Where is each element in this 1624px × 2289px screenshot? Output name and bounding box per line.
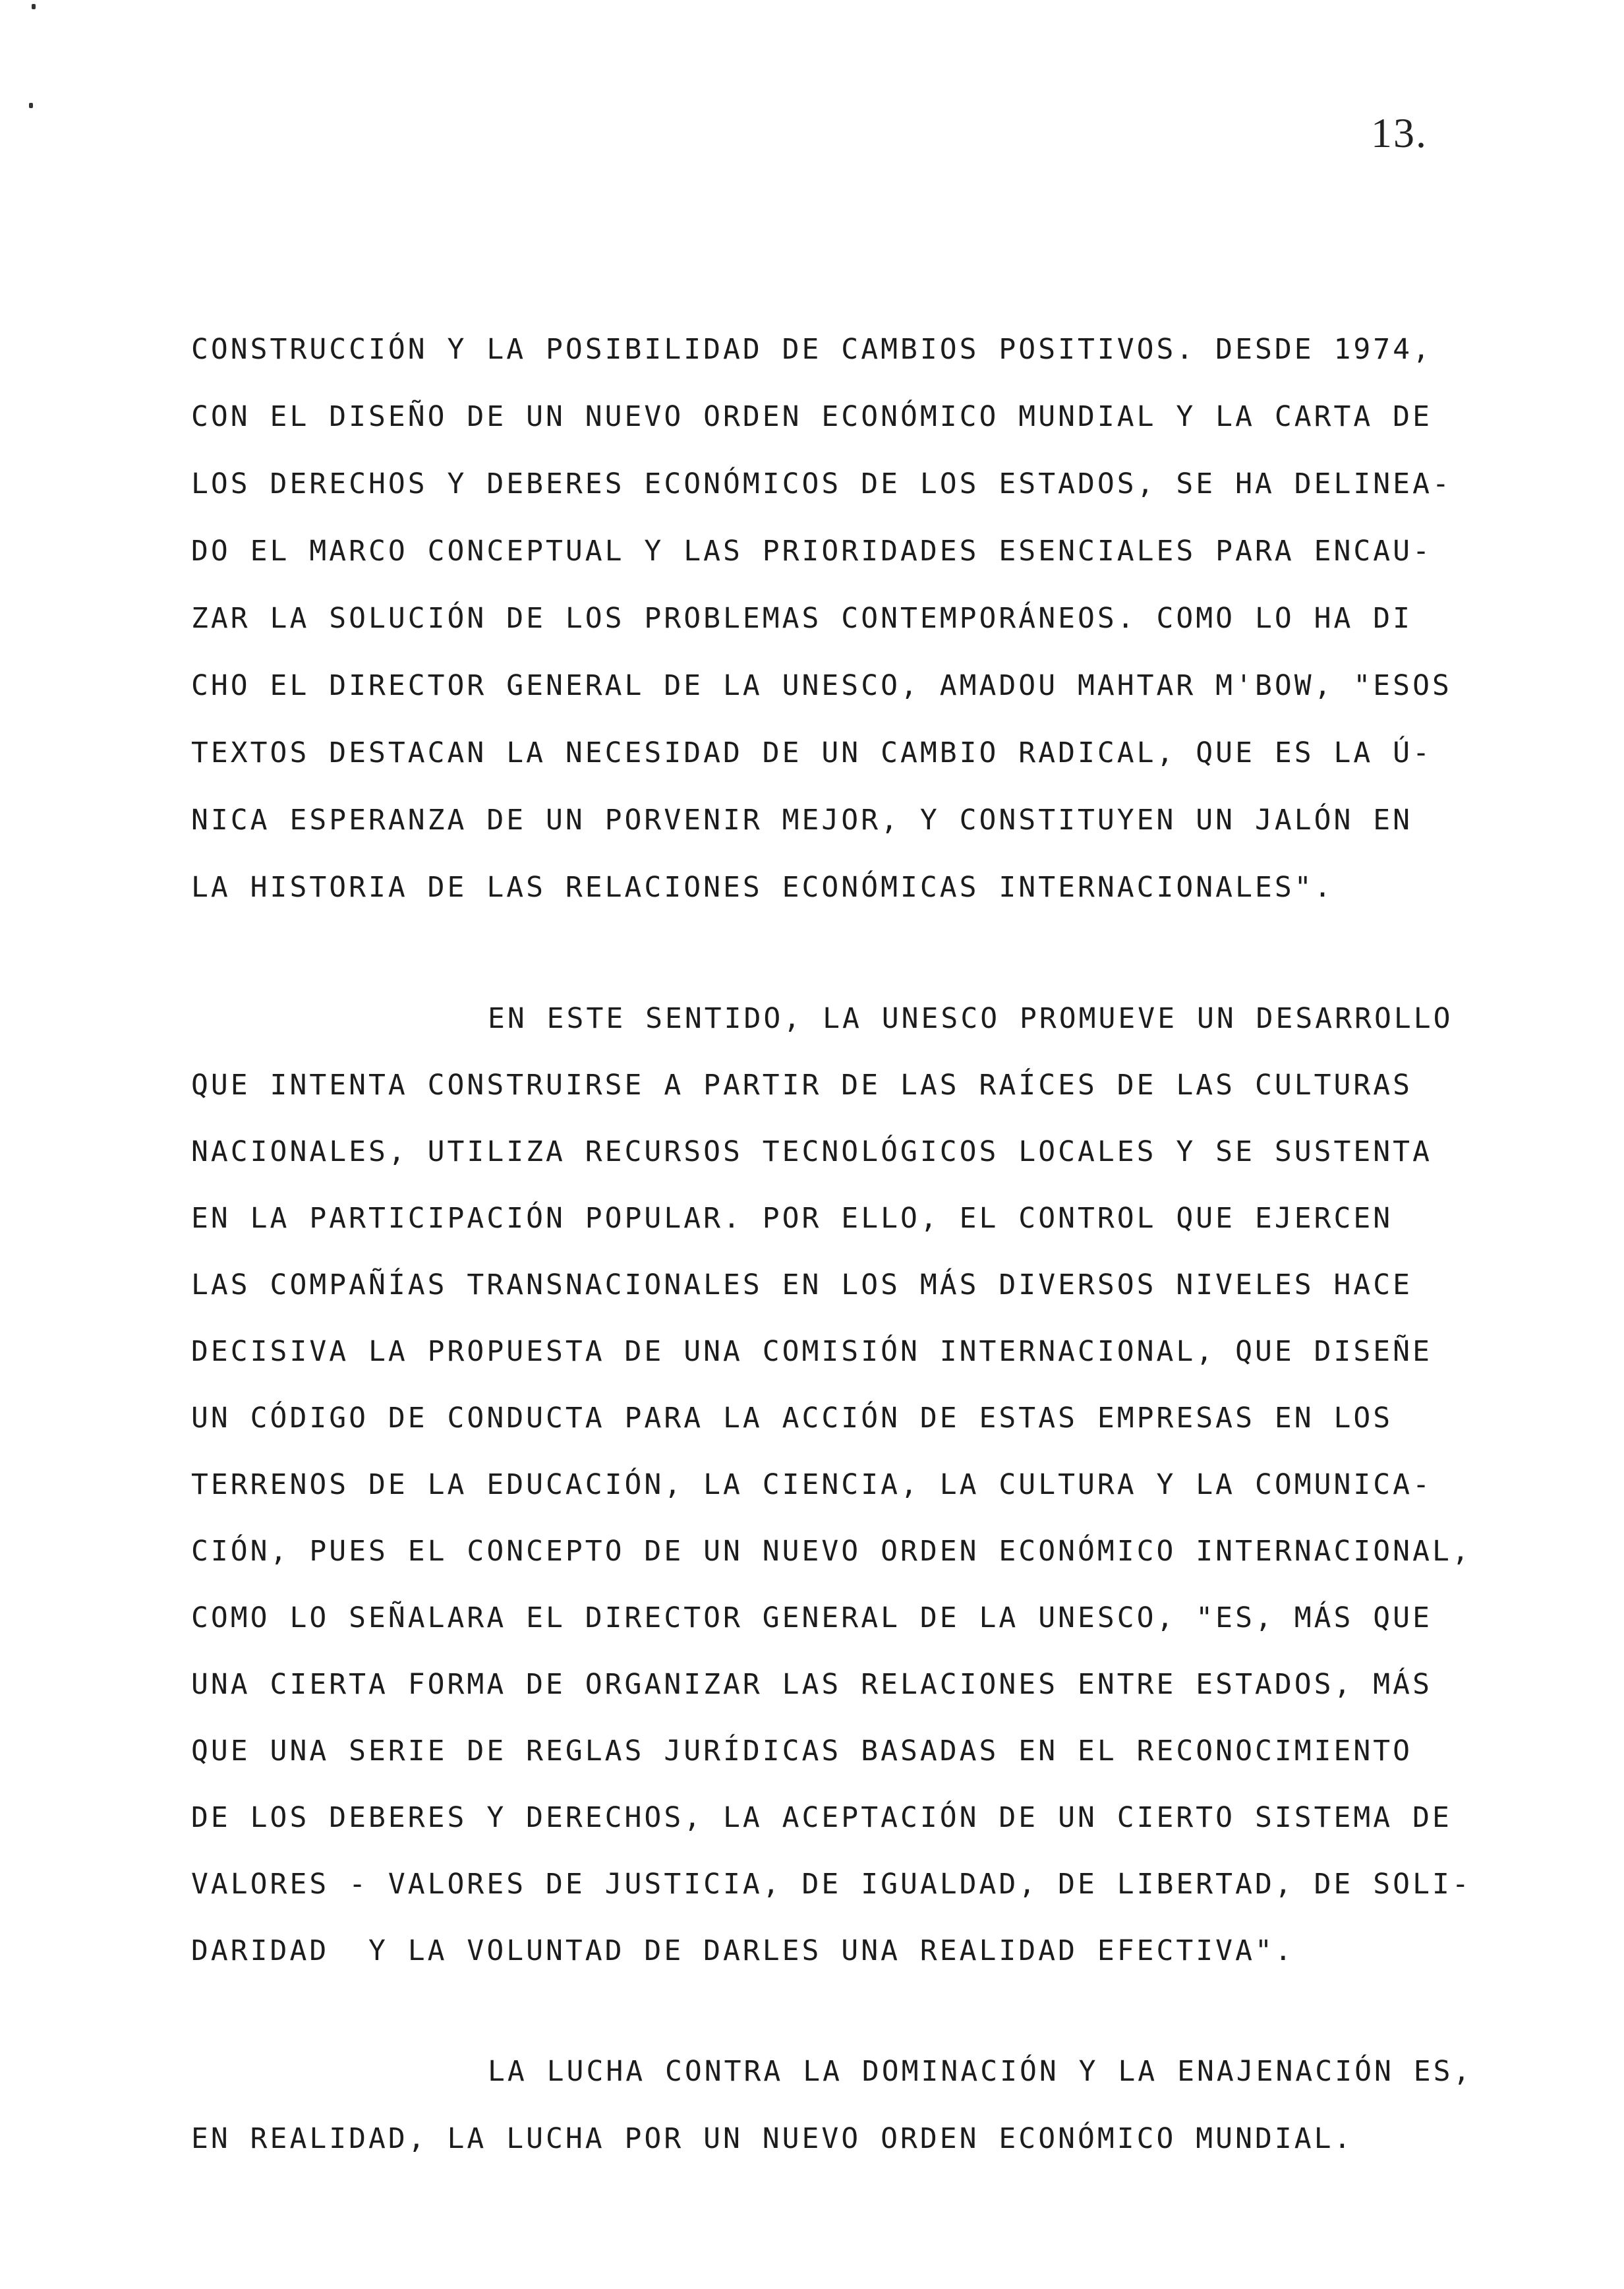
text-line: CON EL DISEÑO DE UN NUEVO ORDEN ECONÓMICO MUNDIAL Y LA CARTA DE bbox=[191, 400, 1432, 433]
page-number: 13. bbox=[1371, 109, 1428, 156]
text-line: LA LUCHA CONTRA LA DOMINACIÓN Y LA ENAJENACIÓN ES, bbox=[488, 2055, 1473, 2088]
text-line: UN CÓDIGO DE CONDUCTA PARA LA ACCIÓN DE ESTAS EMPRESAS EN LOS bbox=[191, 1402, 1393, 1435]
text-line: EN REALIDAD, LA LUCHA POR UN NUEVO ORDEN ECONÓMICO MUNDIAL. bbox=[191, 2122, 1354, 2155]
text-line: CONSTRUCCIÓN Y LA POSIBILIDAD DE CAMBIOS POSITIVOS. DESDE 1974, bbox=[191, 333, 1432, 366]
text-line: DO EL MARCO CONCEPTUAL Y LAS PRIORIDADES ESENCIALES PARA ENCAU- bbox=[191, 535, 1432, 568]
text-line: VALORES - VALORES DE JUSTICIA, DE IGUALDAD, DE LIBERTAD, DE SOLI- bbox=[191, 1868, 1472, 1901]
text-line: NICA ESPERANZA DE UN PORVENIR MEJOR, Y CONSTITUYEN UN JALÓN EN bbox=[191, 804, 1413, 837]
text-line: EN ESTE SENTIDO, LA UNESCO PROMUEVE UN DESARROLLO bbox=[488, 1002, 1453, 1035]
text-line: DE LOS DEBERES Y DERECHOS, LA ACEPTACIÓN DE UN CIERTO SISTEMA DE bbox=[191, 1801, 1452, 1834]
text-line: LOS DERECHOS Y DEBERES ECONÓMICOS DE LOS ESTADOS, SE HA DELINEA- bbox=[191, 467, 1452, 500]
text-line: TERRENOS DE LA EDUCACIÓN, LA CIENCIA, LA CULTURA Y LA COMUNICA- bbox=[191, 1468, 1432, 1501]
text-line: LA HISTORIA DE LAS RELACIONES ECONÓMICAS INTERNACIONALES". bbox=[191, 871, 1334, 904]
scan-speck bbox=[32, 4, 36, 9]
text-line: DARIDAD Y LA VOLUNTAD DE DARLES UNA REALIDAD EFECTIVA". bbox=[191, 1934, 1294, 1967]
text-line: COMO LO SEÑALARA EL DIRECTOR GENERAL DE LA UNESCO, "ES, MÁS QUE bbox=[191, 1601, 1432, 1634]
text-line: NACIONALES, UTILIZA RECURSOS TECNOLÓGICOS LOCALES Y SE SUSTENTA bbox=[191, 1135, 1432, 1168]
text-line: CHO EL DIRECTOR GENERAL DE LA UNESCO, AMADOU MAHTAR M'BOW, "ESOS bbox=[191, 669, 1452, 702]
text-line: QUE INTENTA CONSTRUIRSE A PARTIR DE LAS RAÍCES DE LAS CULTURAS bbox=[191, 1069, 1413, 1102]
text-line: TEXTOS DESTACAN LA NECESIDAD DE UN CAMBIO RADICAL, QUE ES LA Ú- bbox=[191, 736, 1432, 769]
text-line: LAS COMPAÑÍAS TRANSNACIONALES EN LOS MÁS DIVERSOS NIVELES HACE bbox=[191, 1268, 1413, 1301]
text-line: ZAR LA SOLUCIÓN DE LOS PROBLEMAS CONTEMPORÁNEOS. COMO LO HA DI bbox=[191, 602, 1413, 635]
text-line: UNA CIERTA FORMA DE ORGANIZAR LAS RELACIONES ENTRE ESTADOS, MÁS bbox=[191, 1668, 1432, 1701]
scan-speck bbox=[29, 103, 33, 108]
text-line: DECISIVA LA PROPUESTA DE UNA COMISIÓN INTERNACIONAL, QUE DISEÑE bbox=[191, 1335, 1432, 1368]
text-line: QUE UNA SERIE DE REGLAS JURÍDICAS BASADAS EN EL RECONOCIMIENTO bbox=[191, 1735, 1413, 1768]
text-line: EN LA PARTICIPACIÓN POPULAR. POR ELLO, EL CONTROL QUE EJERCEN bbox=[191, 1202, 1393, 1235]
text-line: CIÓN, PUES EL CONCEPTO DE UN NUEVO ORDEN ECONÓMICO INTERNACIONAL, bbox=[191, 1535, 1472, 1568]
